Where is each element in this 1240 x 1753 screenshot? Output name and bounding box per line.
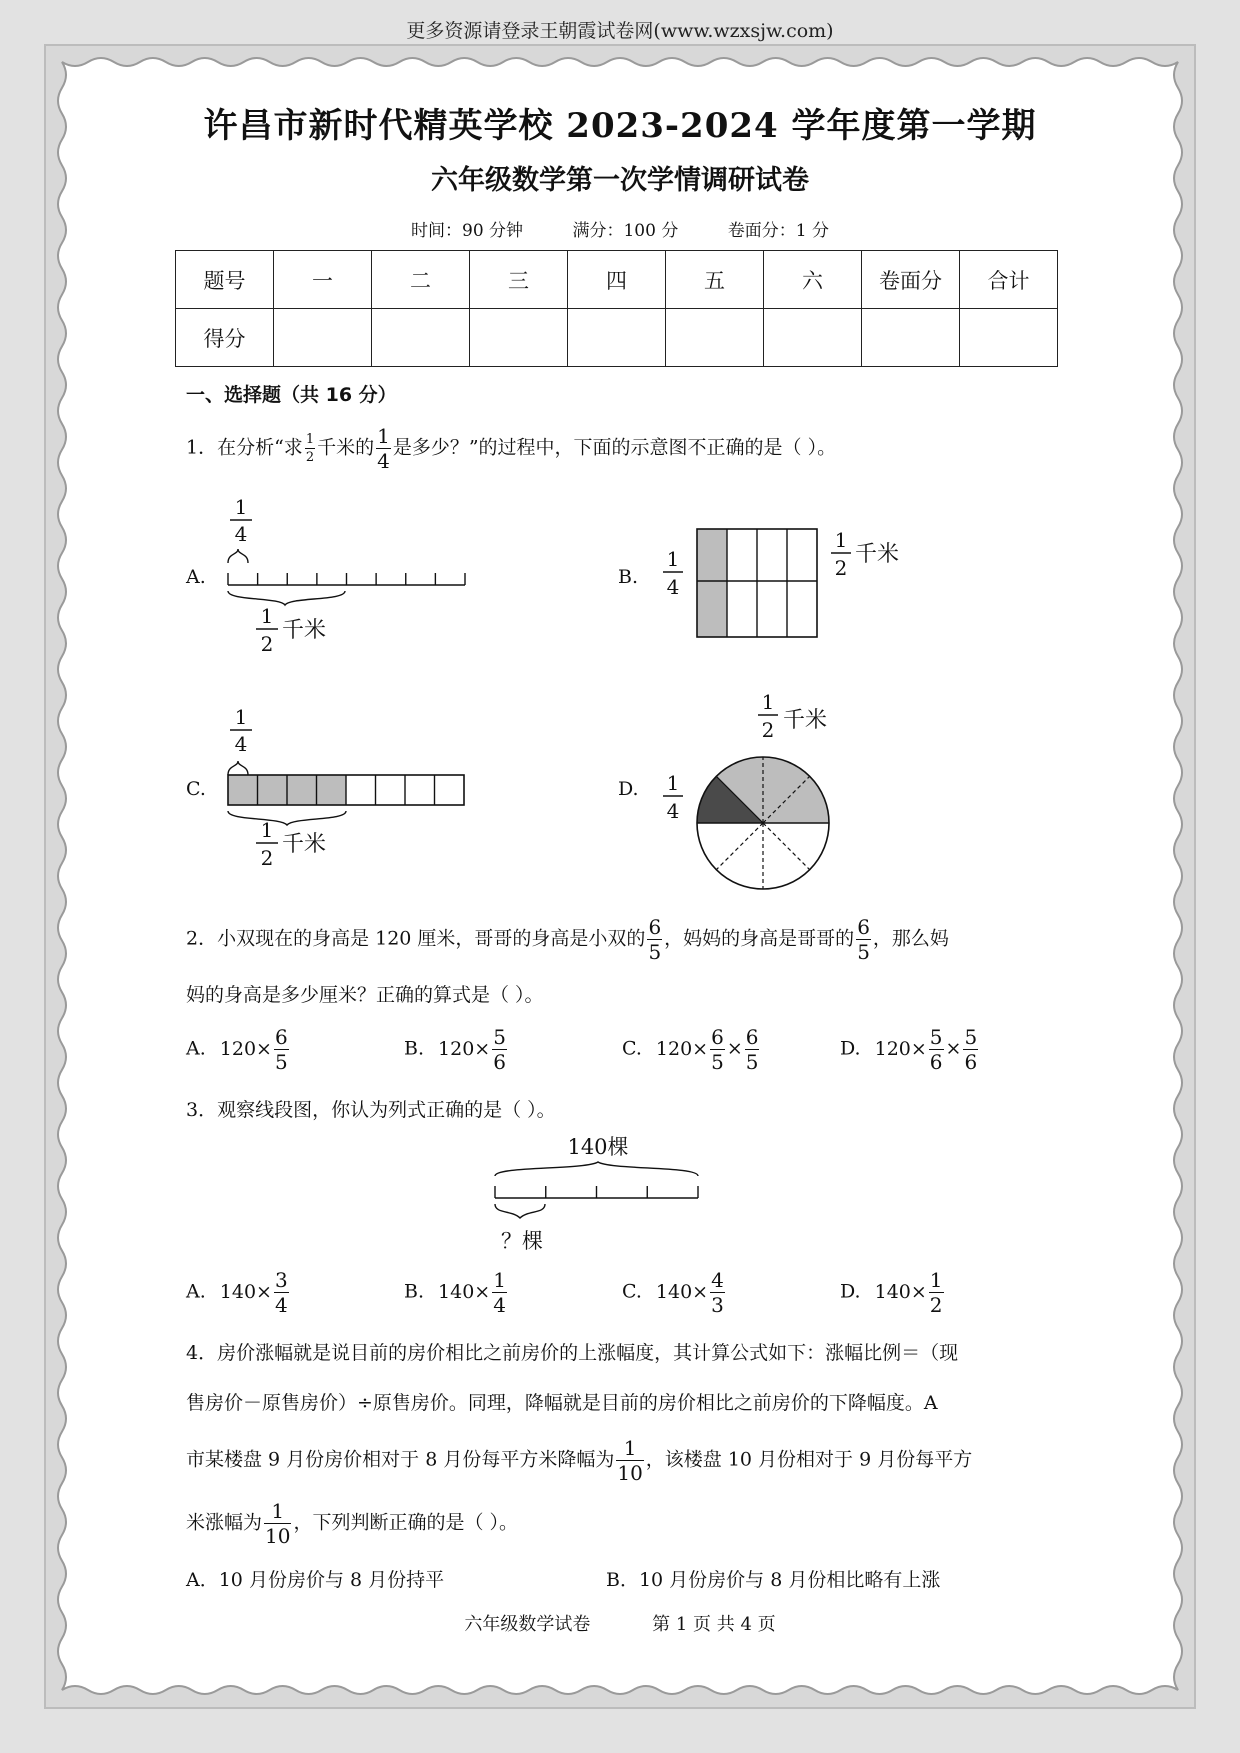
exam-title: 许昌市新时代精英学校 2023-2024 学年度第一学期 bbox=[203, 106, 1037, 146]
q2-option-b[interactable] bbox=[404, 1027, 509, 1072]
frac-den: 3 bbox=[711, 1293, 724, 1317]
frac-num: 1 bbox=[305, 432, 315, 447]
option-expression: 140× bbox=[874, 1280, 927, 1303]
option-label: A. bbox=[186, 1280, 206, 1303]
fig-frac-num: 1 bbox=[234, 495, 248, 519]
q4-fraction bbox=[264, 1501, 291, 1546]
q1-option-d-label[interactable]: D. bbox=[618, 778, 639, 800]
pie-radius bbox=[716, 823, 763, 870]
q1-option-b-label[interactable]: B. bbox=[618, 566, 639, 588]
q4-text-line1: 4．房价涨幅就是说目前的房价相比之前房价的上涨幅度，其计算公式如下：涨幅比例＝（现 bbox=[186, 1342, 959, 1364]
q1-figure-a bbox=[210, 495, 470, 665]
option-label: C. bbox=[622, 1280, 642, 1303]
circle-diagram bbox=[697, 757, 829, 889]
frac-num: 3 bbox=[274, 1268, 288, 1292]
score-blank-cell[interactable] bbox=[274, 309, 372, 367]
q4-text-line4 bbox=[186, 1501, 518, 1546]
q2-option-d[interactable] bbox=[840, 1027, 980, 1072]
frac-num: 1 bbox=[929, 1268, 943, 1292]
frac-num: 6 bbox=[274, 1025, 288, 1049]
frac-num: 5 bbox=[929, 1025, 943, 1049]
frac-den: 5 bbox=[857, 940, 870, 964]
frac-den: 6 bbox=[964, 1050, 978, 1074]
option-fraction bbox=[710, 1027, 725, 1072]
q2-text-line1 bbox=[186, 917, 949, 962]
km-label: 千米 bbox=[282, 618, 327, 643]
score-header-cell: 合计 bbox=[960, 251, 1058, 309]
q3-option-a[interactable] bbox=[186, 1270, 291, 1315]
frac-num: 1 bbox=[377, 424, 390, 448]
score-header-cell: 卷面分 bbox=[862, 251, 960, 309]
q1-figure-c bbox=[210, 705, 470, 880]
option-label: C. bbox=[622, 1037, 642, 1060]
frac-den: 5 bbox=[274, 1050, 288, 1074]
frac-den: 6 bbox=[929, 1050, 943, 1074]
q1-fraction-quarter bbox=[376, 426, 391, 471]
fig-frac-den: 2 bbox=[761, 718, 775, 742]
frac-den: 4 bbox=[274, 1293, 288, 1317]
q2-option-c[interactable] bbox=[622, 1027, 761, 1072]
q4-text-line2: 售房价－原售房价）÷原售房价。同理，降幅就是目前的房价相比之前房价的下降幅度。A bbox=[186, 1392, 938, 1414]
score-header-cell: 五 bbox=[666, 251, 764, 309]
option-operator: × bbox=[945, 1037, 962, 1060]
option-fraction bbox=[963, 1027, 978, 1072]
shaded-quarter bbox=[697, 529, 727, 637]
option-expression: 140× bbox=[655, 1280, 709, 1303]
option-expression: 140× bbox=[219, 1280, 272, 1303]
number-line-ticks bbox=[228, 573, 465, 585]
score-table-header-row bbox=[176, 251, 1058, 309]
q4-text-line3 bbox=[186, 1438, 972, 1483]
fig-frac-den: 2 bbox=[834, 556, 848, 580]
footer-page-number: 第 1 页 共 4 页 bbox=[652, 1614, 776, 1635]
option-expression: 120× bbox=[655, 1037, 709, 1060]
total-brace bbox=[495, 1162, 698, 1176]
q2-text-part: 2．小双现在的身高是 120 厘米，哥哥的身高是小双的 bbox=[186, 927, 646, 950]
frac-num: 6 bbox=[648, 915, 662, 939]
q3-text: 3．观察线段图，你认为列式正确的是（ ）。 bbox=[186, 1099, 556, 1121]
fig-frac-num: 1 bbox=[761, 690, 775, 714]
score-table bbox=[175, 250, 1058, 367]
score-blank-cell[interactable] bbox=[666, 309, 764, 367]
frac-num: 5 bbox=[964, 1025, 978, 1049]
q4-fraction bbox=[616, 1438, 643, 1483]
fig-frac-num: 1 bbox=[234, 705, 248, 729]
q4-text-part: 米涨幅为 bbox=[186, 1511, 263, 1534]
q1-figure-d bbox=[655, 690, 895, 910]
score-blank-cell[interactable] bbox=[372, 309, 470, 367]
frac-num: 1 bbox=[264, 1501, 291, 1524]
exam-info bbox=[0, 216, 1240, 241]
fig-frac-den: 2 bbox=[260, 632, 274, 656]
footer-subject: 六年级数学试卷 bbox=[464, 1614, 591, 1635]
q2-fraction bbox=[856, 917, 871, 962]
option-fraction bbox=[710, 1270, 725, 1315]
q4-option-a[interactable]: A．10 月份房价与 8 月份持平 bbox=[186, 1569, 445, 1591]
option-fraction bbox=[745, 1027, 760, 1072]
q2-fraction bbox=[647, 917, 662, 962]
segment-total-label: 140棵 bbox=[567, 1135, 629, 1159]
frac-den: 4 bbox=[493, 1293, 506, 1317]
option-operator: × bbox=[726, 1037, 743, 1060]
watermark-text: 更多资源请登录王朝霞试卷网(www.wzxsjw.com) bbox=[406, 20, 834, 42]
exam-time: 时间：90 分钟 bbox=[411, 221, 524, 241]
score-header-cell: 一 bbox=[274, 251, 372, 309]
q1-fraction-half bbox=[305, 433, 315, 464]
frac-den: 2 bbox=[929, 1293, 943, 1317]
q1-text-part: 1．在分析“求 bbox=[186, 436, 303, 459]
km-label: 千米 bbox=[855, 542, 900, 567]
frac-den: 5 bbox=[745, 1050, 759, 1074]
option-expression: 120× bbox=[219, 1037, 272, 1060]
quarter-brace bbox=[228, 761, 248, 775]
fig-frac-num: 1 bbox=[260, 604, 274, 628]
frac-den: 2 bbox=[305, 450, 315, 465]
score-header-cell: 六 bbox=[764, 251, 862, 309]
frac-den: 4 bbox=[377, 449, 390, 473]
pie-radius bbox=[763, 823, 810, 870]
fig-frac-num: 1 bbox=[834, 528, 848, 552]
option-label: D. bbox=[840, 1280, 861, 1303]
q1-text-part: 是多少？”的过程中，下面的示意图不正确的是（ ）。 bbox=[392, 436, 837, 459]
frac-num: 4 bbox=[711, 1268, 724, 1292]
option-fraction bbox=[274, 1027, 289, 1072]
quarter-brace bbox=[228, 549, 248, 563]
option-expression: 120× bbox=[438, 1037, 491, 1060]
q2-text-part: ，那么妈 bbox=[872, 927, 949, 950]
fig-frac-den: 2 bbox=[260, 846, 274, 870]
q4-option-b[interactable]: B．10 月份房价与 8 月份相比略有上涨 bbox=[606, 1569, 941, 1591]
fig-frac-den: 4 bbox=[234, 732, 248, 756]
frac-den: 10 bbox=[265, 1524, 291, 1548]
option-fraction bbox=[929, 1270, 944, 1315]
score-blank-cell[interactable] bbox=[960, 309, 1058, 367]
frac-num: 1 bbox=[493, 1268, 506, 1292]
option-label: A. bbox=[186, 1037, 206, 1060]
exam-full-score: 满分：100 分 bbox=[572, 221, 679, 241]
option-fraction bbox=[929, 1027, 944, 1072]
score-blank-cell[interactable] bbox=[764, 309, 862, 367]
q1-text bbox=[186, 426, 836, 471]
q1-figure-b bbox=[655, 525, 915, 650]
score-blank-cell[interactable] bbox=[568, 309, 666, 367]
q1-option-c-label[interactable]: C. bbox=[186, 778, 206, 800]
frac-num: 6 bbox=[857, 915, 870, 939]
half-brace bbox=[228, 591, 345, 605]
option-fraction bbox=[274, 1270, 289, 1315]
option-expression: 140× bbox=[438, 1280, 491, 1303]
part-brace bbox=[495, 1204, 545, 1218]
page-footer bbox=[0, 1610, 1240, 1636]
frac-den: 10 bbox=[617, 1461, 643, 1485]
q3-option-d[interactable] bbox=[840, 1270, 946, 1315]
fig-frac-den: 4 bbox=[234, 522, 248, 546]
exam-subtitle: 六年级数学第一次学情调研试卷 bbox=[431, 165, 809, 196]
frac-num: 6 bbox=[745, 1025, 759, 1049]
q3-option-c[interactable] bbox=[622, 1270, 727, 1315]
score-header-cell: 四 bbox=[568, 251, 666, 309]
option-fraction bbox=[492, 1270, 507, 1315]
q2-text-part: ，妈妈的身高是哥哥的 bbox=[664, 927, 855, 950]
option-label: B. bbox=[404, 1037, 425, 1060]
segment-part-label: ？棵 bbox=[501, 1229, 543, 1253]
option-expression: 120× bbox=[874, 1037, 927, 1060]
frac-den: 5 bbox=[648, 940, 662, 964]
q4-text-part: ，该楼盘 10 月份相对于 9 月份每平方 bbox=[645, 1448, 973, 1471]
score-row-label: 得分 bbox=[176, 309, 274, 367]
option-fraction bbox=[492, 1027, 507, 1072]
km-label: 千米 bbox=[783, 708, 828, 733]
option-label: B. bbox=[404, 1280, 425, 1303]
q3-option-b[interactable] bbox=[404, 1270, 509, 1315]
option-label: D. bbox=[840, 1037, 861, 1060]
fig-frac-num: 1 bbox=[666, 547, 680, 571]
q3-segment-diagram bbox=[480, 1130, 720, 1260]
half-brace bbox=[228, 811, 346, 825]
fig-frac-den: 4 bbox=[666, 575, 680, 599]
score-blank-cell[interactable] bbox=[470, 309, 568, 367]
q1-option-a-label[interactable]: A. bbox=[186, 566, 206, 588]
score-table-score-row bbox=[176, 309, 1058, 367]
frac-den: 6 bbox=[493, 1050, 506, 1074]
fig-frac-num: 1 bbox=[666, 771, 680, 795]
segment-ticks bbox=[495, 1186, 698, 1198]
score-blank-cell[interactable] bbox=[862, 309, 960, 367]
q4-text-part: ，下列判断正确的是（ ）。 bbox=[293, 1511, 519, 1534]
frac-num: 1 bbox=[616, 1438, 643, 1461]
q1-text-part: 千米的 bbox=[317, 436, 375, 459]
frac-num: 5 bbox=[493, 1025, 506, 1049]
km-label: 千米 bbox=[282, 832, 327, 857]
fig-frac-num: 1 bbox=[260, 818, 274, 842]
frac-den: 5 bbox=[711, 1050, 724, 1074]
q2-option-a[interactable] bbox=[186, 1027, 291, 1072]
score-header-cell: 题号 bbox=[176, 251, 274, 309]
section-heading: 一、选择题（共 16 分） bbox=[186, 384, 397, 406]
q2-text-line2: 妈的身高是多少厘米？正确的算式是（ ）。 bbox=[186, 984, 544, 1006]
frac-num: 6 bbox=[711, 1025, 724, 1049]
score-header-cell: 二 bbox=[372, 251, 470, 309]
q4-text-part: 市某楼盘 9 月份房价相对于 8 月份每平方米降幅为 bbox=[186, 1448, 615, 1471]
exam-neat-score: 卷面分：1 分 bbox=[727, 221, 829, 241]
fig-frac-den: 4 bbox=[666, 799, 680, 823]
score-header-cell: 三 bbox=[470, 251, 568, 309]
